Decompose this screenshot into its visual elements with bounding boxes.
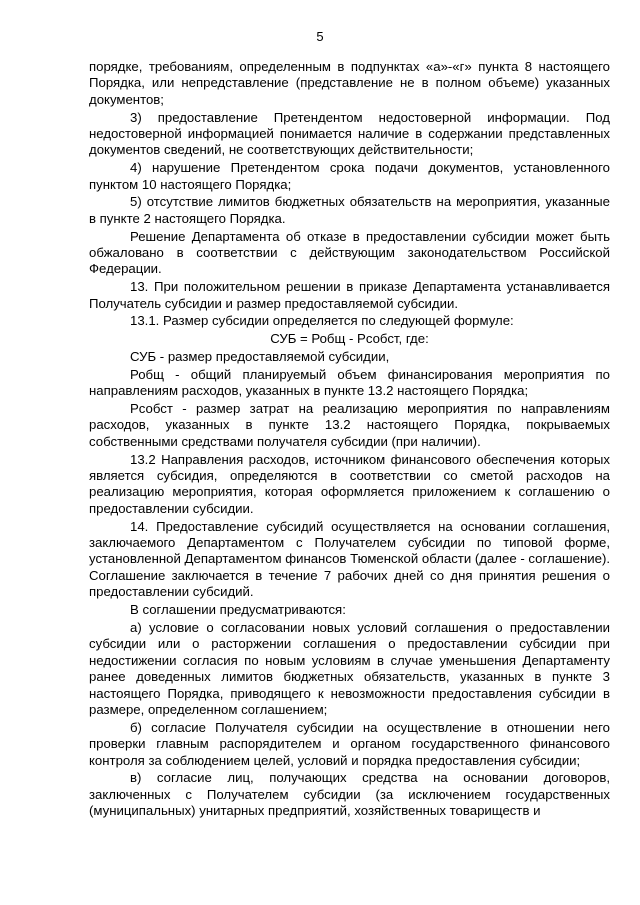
paragraph-definition-robsh: Робщ - общий планируемый объем финансирования мероприятия по направлениям расходов, указанных в пункте 13.2 настоящего Порядка; (89, 366, 610, 399)
paragraph-item-b: б) согласие Получателя субсидии на осуществление в отношении него проверки главным распорядителем и органом государственного финансового контроля за соблюдением целей, условий и порядка предоставления субсидии; (89, 719, 610, 768)
paragraph-13: 13. При положительном решении в приказе Департамента устанавливается Получатель субсидии и размер предоставляемой субсидии. (89, 279, 610, 311)
paragraph-item-2-continuation: порядке, требованиям, определенным в подпунктах «а»-«г» пункта 8 настоящего Порядка, или непредставление (представление не в полном объеме) указанных документов; (89, 59, 610, 107)
paragraph-13-1: 13.1. Размер субсидии определяется по следующей формуле: (130, 313, 514, 329)
document-body (89, 59, 610, 821)
paragraph-definition-sub: СУБ - размер предоставляемой субсидии, (130, 349, 390, 365)
page-number: 5 (316, 29, 324, 44)
paragraph-item-v: в) согласие лиц, получающих средства на основании договоров, заключенных с Получателем субсидии (за исключением государственных (муниципальных) унитарных предприятий, хозяйственных товариществ и (89, 770, 610, 819)
paragraph-item-a: а) условие о согласовании новых условий соглашения о предоставлении субсидии или о расторжении соглашения о предоставлении субсидии при недостижении согласия по новым условиям в случае уменьшения Департаменту ранее доведенных лимитов бюджетных обязательств, указанных в пункте 3 настоящего Порядка, приводящего к невозможности предоставления субсидии в размере, определенном соглашением; (89, 619, 610, 717)
paragraph-item-5: 5) отсутствие лимитов бюджетных обязательств на мероприятия, указанные в пункте 2 настоящего Порядка. (89, 194, 610, 226)
paragraph-14: 14. Предоставление субсидий осуществляется на основании соглашения, заключаемого Департаментом с Получателем субсидии по типовой форме, установленной Департаментом финансов Тюменской области (далее - соглашение). Соглашение заключается в течение 7 рабочих дней со дня принятия решения о предоставлении субсидий. (89, 518, 610, 600)
paragraph-item-4: 4) нарушение Претендентом срока подачи документов, установленного пунктом 10 настоящего Порядка; (89, 160, 610, 192)
paragraph-appeal: Решение Департамента об отказе в предоставлении субсидии может быть обжаловано в соответствии с действующим законодательством Российской Федерации. (89, 228, 610, 277)
paragraph-definition-rsobst: Рсобст - размер затрат на реализацию мероприятия по направлениям расходов, указанных в пункте 13.2 настоящего Порядка, покрываемых собственными средствами получателя субсидии (при наличии). (89, 401, 610, 449)
formula: СУБ = Робщ - Рсобст, где: (270, 331, 429, 347)
paragraph-item-3: 3) предоставление Претендентом недостоверной информации. Под недостоверной информацией понимается наличие в содержании представленных документов сведений, не соответствующих действительности; (89, 109, 610, 158)
paragraph-agreement-intro: В соглашении предусматриваются: (130, 602, 346, 618)
paragraph-13-2: 13.2 Направления расходов, источником финансового обеспечения которых является субсидия, определяются в соответствии со сметой расходов на реализацию мероприятия, которая оформляется приложением к соглашению о предоставлении субсидии. (89, 451, 610, 516)
